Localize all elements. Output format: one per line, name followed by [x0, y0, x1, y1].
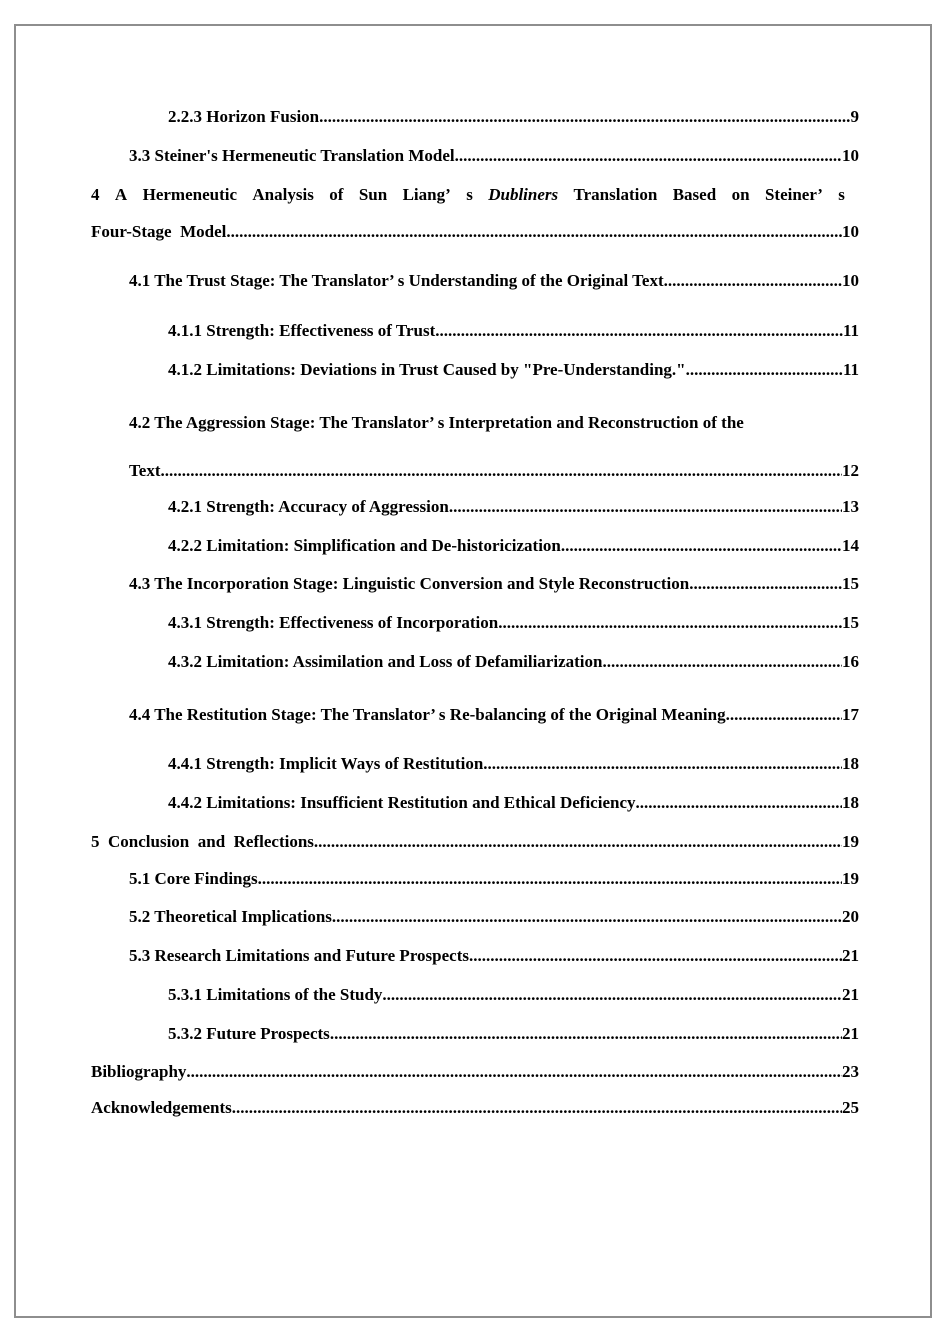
toc-entry-4-2-line1: [129, 413, 859, 433]
toc-entry-title: 3.3 Steiner's Hermeneutic Translation Model: [129, 146, 455, 165]
toc-entry-title: Four-Stage Model: [91, 222, 227, 241]
toc-entry-4-line1: [91, 185, 845, 205]
toc-entry-page: 12: [842, 461, 859, 480]
toc-entry-title: 4.2.1 Strength: Accuracy of Aggression: [168, 497, 449, 516]
toc-entry-page: 21: [842, 985, 859, 1004]
toc-entry-title: 4.2 The Aggression Stage: The Translator’ s Interpretation and Reconstruction of the: [129, 413, 744, 432]
toc-entry-title: 4.2.2 Limitation: Simplification and De-historicization: [168, 536, 561, 555]
dot-leader: [435, 321, 843, 341]
toc-entry-4-1-2: [168, 360, 859, 380]
toc-entry-4-3-2: [168, 652, 859, 672]
toc-entry-page: 21: [842, 1024, 859, 1043]
toc-entry-page: 15: [842, 613, 859, 632]
toc-entry-title: 4.3.1 Strength: Effectiveness of Incorporation: [168, 613, 499, 632]
toc-entry-page: 20: [842, 907, 859, 926]
toc-entry-title: 4.1 The Trust Stage: The Translator’ s Understanding of the Original Text: [129, 271, 664, 290]
toc-entry-title: 5.3.1 Limitations of the Study: [168, 985, 383, 1004]
toc-entry-title: 4.4 The Restitution Stage: The Translator’ s Re-balancing of the Original Meaning: [129, 705, 726, 724]
toc-word: Based: [672, 185, 717, 204]
toc-entry-4-2-2: [168, 536, 859, 556]
toc-entry-page: 17: [842, 705, 859, 724]
toc-entry-5-2: [129, 907, 859, 927]
dot-leader: [469, 946, 842, 966]
toc-entry-4-4: [129, 705, 859, 725]
toc-entry-page: 9: [850, 107, 859, 126]
dot-leader: [483, 754, 842, 774]
toc-entry-title: 4.3.2 Limitation: Assimilation and Loss of Defamiliarization: [168, 652, 603, 671]
toc-word: of: [329, 185, 344, 204]
dot-leader: [602, 652, 842, 672]
toc-entry-5-1: [129, 869, 859, 889]
dot-leader: [561, 536, 842, 556]
toc-entry-page: 11: [842, 360, 859, 379]
toc-entry-page: 19: [842, 869, 859, 888]
toc-entry-title: 5 Conclusion and Reflections: [91, 832, 314, 851]
toc-entry-page: 25: [842, 1098, 859, 1117]
toc-entry-bibliography: [91, 1062, 859, 1082]
dot-leader: [636, 793, 843, 813]
toc-entry-title: 4.1.1 Strength: Effectiveness of Trust: [168, 321, 436, 340]
toc-entry-page: 14: [842, 536, 859, 555]
toc-entry-page: 10: [842, 146, 859, 165]
dot-leader: [686, 360, 843, 380]
toc-entry-title: Bibliography: [91, 1062, 187, 1081]
toc-entry-5-3-1: [168, 985, 859, 1005]
toc-entry-page: 13: [842, 497, 859, 516]
dot-leader: [232, 1098, 842, 1118]
toc-entry-title: 4.4.2 Limitations: Insufficient Restitution and Ethical Deficiency: [168, 793, 636, 812]
toc-entry-3-3: [129, 146, 859, 166]
dot-leader: [498, 613, 842, 633]
dot-leader: [449, 497, 842, 517]
toc-entry-page: 18: [842, 793, 859, 812]
toc-entry-title: Acknowledgements: [91, 1098, 232, 1117]
toc-word: Translation: [573, 185, 658, 204]
dot-leader: [332, 907, 842, 927]
toc-entry-title: 2.2.3 Horizon Fusion: [168, 107, 320, 126]
toc-entry-page: 10: [842, 222, 859, 241]
toc-entry-page: 16: [842, 652, 859, 671]
toc-entry-page: 23: [842, 1062, 859, 1081]
dot-leader: [226, 222, 842, 242]
toc-entry-4-2-1: [168, 497, 859, 517]
toc-word: s: [838, 185, 845, 204]
toc-entry-page: 18: [842, 754, 859, 773]
dot-leader: [382, 985, 842, 1005]
toc-entry-page: 10: [842, 271, 859, 290]
toc-word: on: [731, 185, 750, 204]
toc-entry-2-2-3: [168, 107, 859, 127]
toc-entry-4-3: [129, 574, 859, 594]
dot-leader: [455, 146, 842, 166]
dot-leader: [330, 1024, 842, 1044]
toc-entry-page: 21: [842, 946, 859, 965]
toc-word: A: [114, 185, 128, 204]
toc-word: Sun: [358, 185, 388, 204]
toc-word: Liang’: [402, 185, 451, 204]
dot-leader: [161, 461, 843, 481]
toc-word: Analysis: [252, 185, 314, 204]
toc-entry-4-1-1: [168, 321, 859, 341]
toc-entry-title: 4.3 The Incorporation Stage: Linguistic Conversion and Style Reconstruction: [129, 574, 690, 593]
toc-entry-4-2-line2: [129, 461, 859, 481]
toc-entry-title: Text: [129, 461, 161, 480]
dot-leader: [726, 705, 842, 725]
toc-word: Hermeneutic: [142, 185, 237, 204]
dot-leader: [689, 574, 842, 594]
toc-word: Steiner’: [764, 185, 823, 204]
dot-leader: [186, 1062, 842, 1082]
toc-entry-title: 4.1.2 Limitations: Deviations in Trust Caused by "Pre-Understanding.": [168, 360, 686, 379]
toc-entry-4-1: [129, 271, 859, 291]
toc-entry-page: 11: [842, 321, 859, 340]
toc-word: s: [466, 185, 473, 204]
toc-word-italic: Dubliners: [488, 185, 559, 204]
toc-entry-4-3-1: [168, 613, 859, 633]
toc-entry-5: [91, 832, 859, 852]
toc-word: 4: [91, 185, 100, 204]
toc-entry-title: 5.2 Theoretical Implications: [129, 907, 332, 926]
dot-leader: [314, 832, 842, 852]
dot-leader: [319, 107, 850, 127]
toc-entry-4-4-1: [168, 754, 859, 774]
toc-entry-title: 4.4.1 Strength: Implicit Ways of Restitution: [168, 754, 484, 773]
toc-entry-5-3-2: [168, 1024, 859, 1044]
toc-entry-page: 15: [842, 574, 859, 593]
dot-leader: [664, 271, 842, 291]
toc-entry-4-line2: [91, 222, 859, 242]
toc-entry-4-4-2: [168, 793, 859, 813]
toc-entry-title: 5.3 Research Limitations and Future Prospects: [129, 946, 469, 965]
dot-leader: [258, 869, 842, 889]
toc-entry-page: 19: [842, 832, 859, 851]
toc-entry-acknowledgements: [91, 1098, 859, 1118]
toc-entry-5-3: [129, 946, 859, 966]
toc-entry-title: 5.1 Core Findings: [129, 869, 258, 888]
toc-entry-title: 5.3.2 Future Prospects: [168, 1024, 330, 1043]
